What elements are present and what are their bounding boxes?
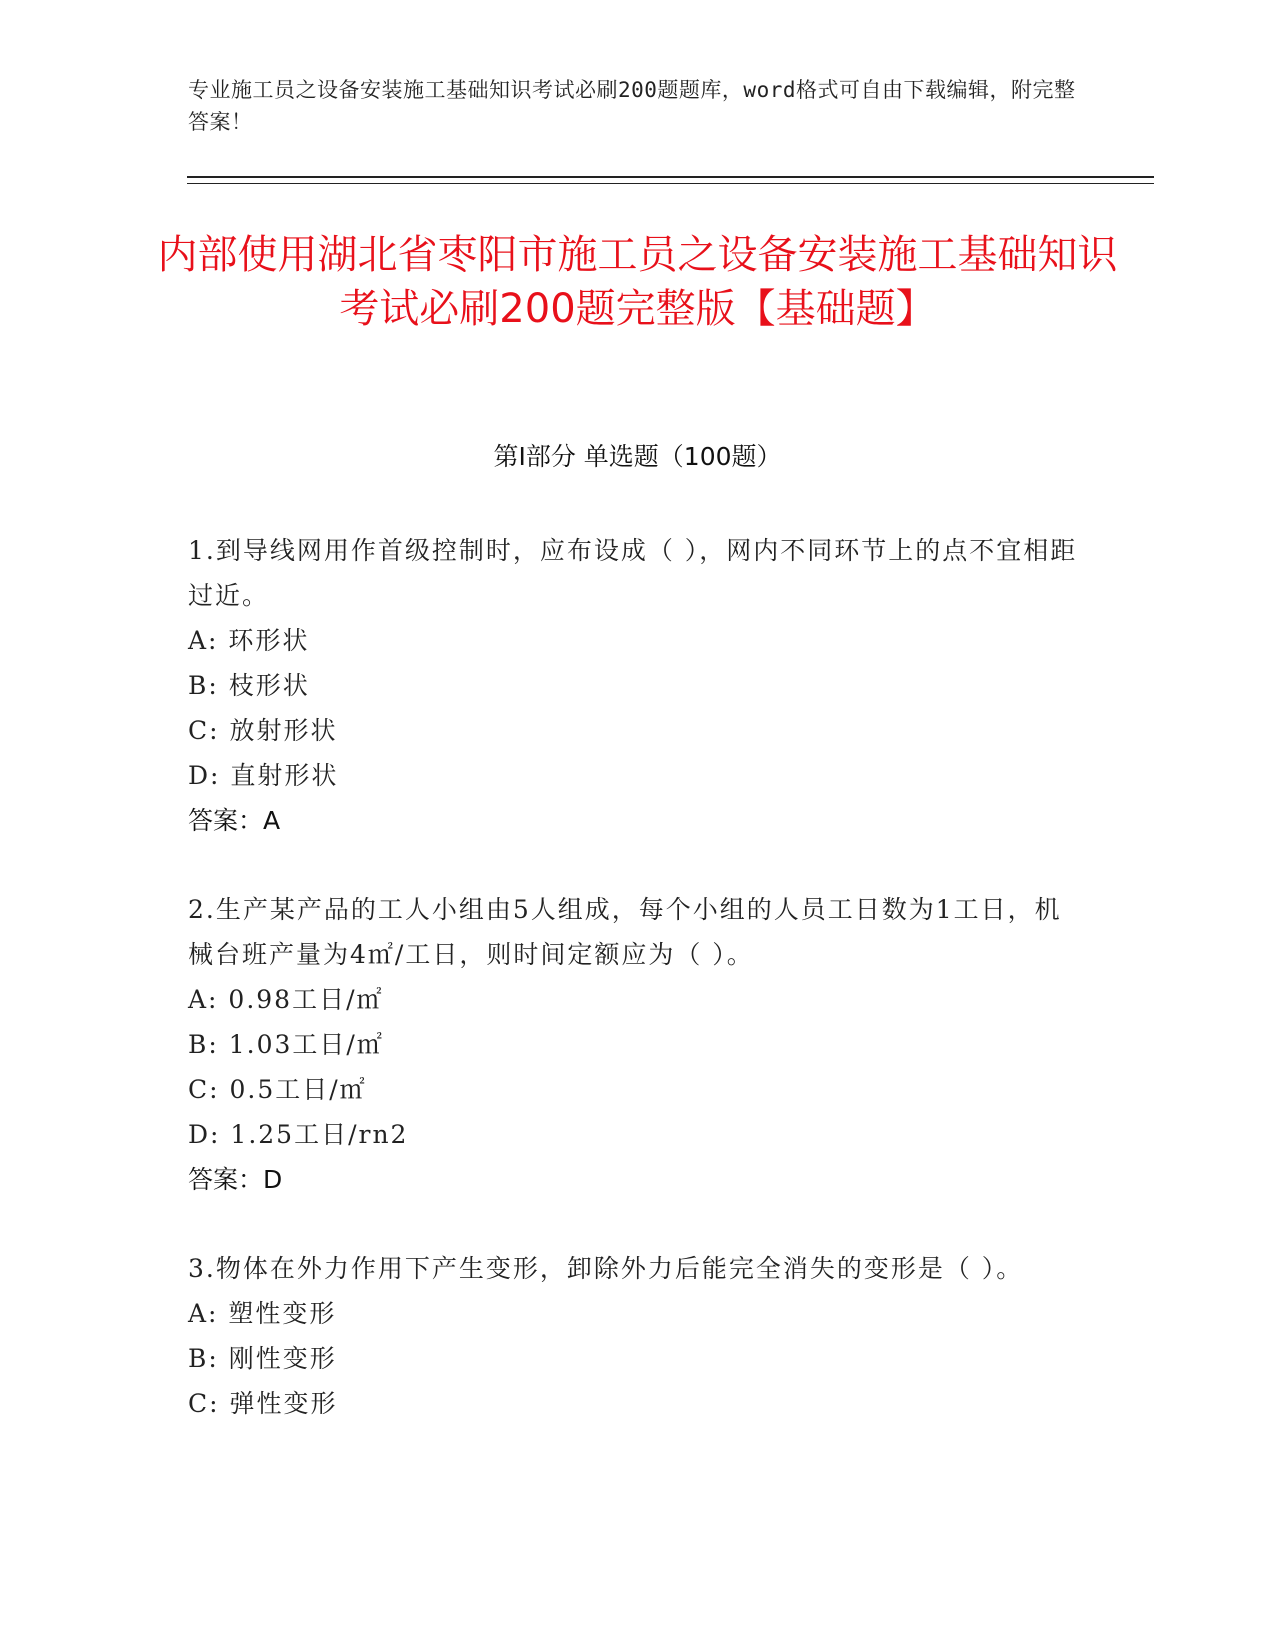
- answer-line: 答案：D: [188, 1165, 283, 1194]
- header-rule-thick: [187, 176, 1154, 178]
- question-3: [188, 1246, 1078, 1426]
- option-b: B: 刚性变形: [188, 1344, 337, 1373]
- option-b: B: 枝形状: [188, 671, 310, 700]
- option-a: A: 0.98工日/㎡: [188, 985, 384, 1014]
- question-stem: 3.物体在外力作用下产生变形，卸除外力后能完全消失的变形是（ ）。: [188, 1254, 1024, 1283]
- option-c: C: 0.5工日/㎡: [188, 1075, 367, 1104]
- answer-line: 答案：A: [188, 806, 281, 835]
- option-a: A: 环形状: [188, 626, 310, 655]
- option-c: C: 放射形状: [188, 716, 338, 745]
- header-rule-thin: [187, 183, 1154, 184]
- option-d: D: 直射形状: [188, 761, 339, 790]
- question-stem: 2.生产某产品的工人小组由5人组成，每个小组的人员工日数为1工日，机械台班产量为4㎡/工日，则时间定额应为（ ）。: [188, 895, 1062, 969]
- document-title: 内部使用湖北省枣阳市施工员之设备安装施工基础知识考试必刷200题完整版【基础题】: [157, 232, 1118, 332]
- option-b: B: 1.03工日/㎡: [188, 1030, 384, 1059]
- option-d: D: 1.25工日/rn2: [188, 1120, 409, 1149]
- question-2: [188, 887, 1078, 1202]
- header-note: 专业施工员之设备安装施工基础知识考试必刷200题题库，word格式可自由下载编辑，附完整答案！: [188, 78, 1076, 134]
- option-a: A: 塑性变形: [188, 1299, 337, 1328]
- question-list: [188, 528, 1078, 1470]
- question-1: [188, 528, 1078, 843]
- question-stem: 1.到导线网用作首级控制时，应布设成（ ），网内不同环节上的点不宜相距过近。: [188, 536, 1078, 610]
- option-c: C: 弹性变形: [188, 1389, 338, 1418]
- section-title: 第Ⅰ部分 单选题（100题）: [493, 442, 782, 471]
